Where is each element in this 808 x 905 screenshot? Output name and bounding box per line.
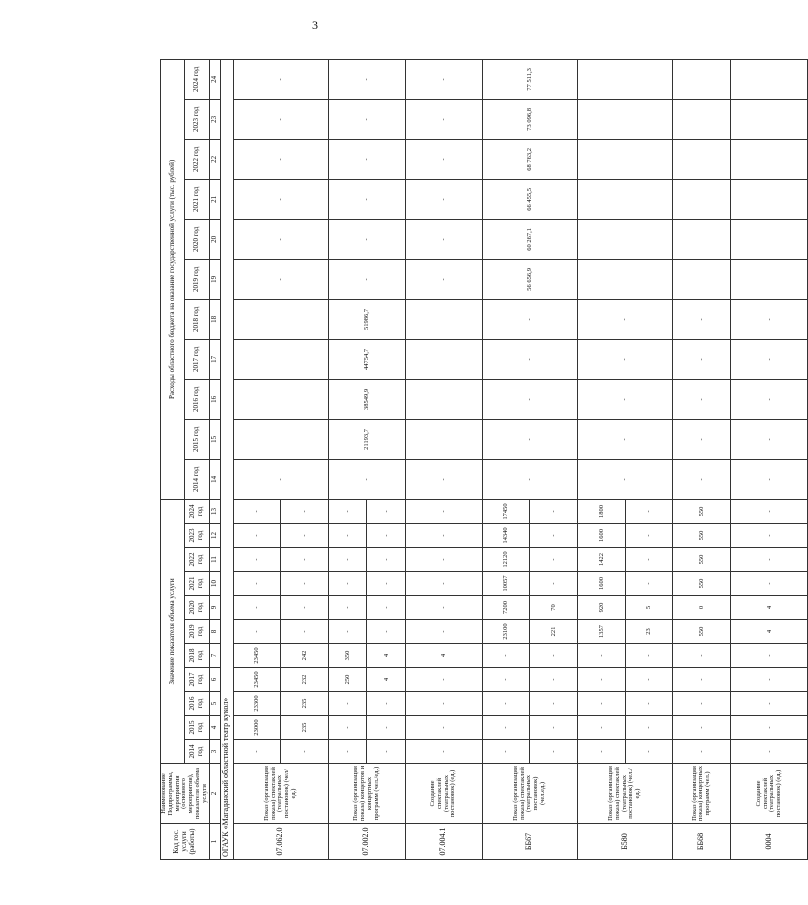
expense-cell: - [329,59,406,99]
expense-cell [673,179,731,219]
service-name: Показ (организация показа) концертных программ (чел.) [673,764,731,824]
expense-cell: - [329,259,406,299]
year-header-expense: 2022 год [185,139,210,179]
service-name: Показ (организация показа) спектаклей (театральных постановок) (чел/ед.) [233,764,328,824]
volume-cell: - [673,692,731,716]
volume-cell: - [233,596,281,620]
expense-cell: - [329,179,406,219]
volume-cell: 550 [673,548,731,572]
expense-cell: 73 096,8 [482,99,577,139]
year-header-expense: 2019 год [185,259,210,299]
expense-cell: - [673,459,731,499]
column-number: 10 [209,572,220,596]
column-number: 18 [209,299,220,339]
expense-cell: 21193,7 [329,419,406,459]
expense-cell [731,99,808,139]
volume-cell: - [731,692,808,716]
volume-cell: 4 [367,644,405,668]
volume-cell: - [731,668,808,692]
volume-cell: - [577,716,625,740]
volume-cell: 550 [673,499,731,523]
expense-cell: - [405,99,482,139]
volume-cell: - [530,692,578,716]
expense-cell: - [577,459,672,499]
volume-cell: 4 [731,620,808,644]
volume-cell: - [233,499,281,523]
volume-cell: - [367,572,405,596]
expense-cell: - [731,459,808,499]
table-row [577,59,625,859]
expense-cell: - [482,459,577,499]
header-expense: Расходы областного бюджета на оказание государственной услуги (тыс. рублей) [161,59,185,499]
service-code: ББ68 [673,824,731,860]
volume-cell: - [405,692,482,716]
volume-cell: - [329,499,367,523]
table-row [329,59,367,859]
expense-cell [577,219,672,259]
volume-cell: 23100 [482,620,530,644]
year-header-volume: 2021 год [185,572,210,596]
volume-cell: - [482,716,530,740]
volume-cell: - [731,548,808,572]
expense-cell [233,419,328,459]
volume-cell: - [281,740,329,764]
volume-cell: - [233,524,281,548]
volume-cell: 920 [577,596,625,620]
volume-cell: 242 [281,644,329,668]
volume-cell: - [405,524,482,548]
expense-cell [731,139,808,179]
volume-cell: - [731,644,808,668]
volume-cell: - [367,499,405,523]
column-number: 13 [209,499,220,523]
volume-cell: - [731,716,808,740]
expense-cell: - [482,379,577,419]
expense-cell: - [233,139,328,179]
expense-cell: 38549,9 [329,379,406,419]
expense-cell: - [482,299,577,339]
table-row [673,59,731,859]
expense-cell: - [673,419,731,459]
column-number: 23 [209,99,220,139]
volume-cell: - [405,548,482,572]
volume-cell: - [281,572,329,596]
volume-cell: 550 [673,524,731,548]
volume-cell: - [673,740,731,764]
volume-cell: - [673,668,731,692]
column-number: 19 [209,259,220,299]
expense-cell: - [731,299,808,339]
column-number: 12 [209,524,220,548]
column-number: 1 [209,824,220,860]
year-header-expense: 2016 год [185,379,210,419]
volume-cell: 4 [731,596,808,620]
expense-cell: - [673,379,731,419]
volume-cell: - [482,740,530,764]
expense-cell [233,339,328,379]
volume-cell: 10057 [482,572,530,596]
volume-cell: - [530,572,578,596]
expense-cell [577,259,672,299]
page-number: 3 [312,18,318,32]
volume-cell: - [367,548,405,572]
expense-cell: - [405,59,482,99]
service-code: 07.002.0 [329,824,406,860]
year-header-row [185,59,210,859]
year-header-volume: 2018 год [185,644,210,668]
expense-cell: - [482,339,577,379]
volume-cell: 235 [281,716,329,740]
expense-cell: - [329,459,406,499]
column-number: 17 [209,339,220,379]
expense-cell [577,179,672,219]
volume-cell: - [281,596,329,620]
expense-cell: - [731,379,808,419]
expense-cell [673,219,731,259]
expense-cell [673,59,731,99]
volume-cell: - [530,548,578,572]
expense-cell [577,99,672,139]
year-header-volume: 2019 год [185,620,210,644]
expense-cell: 68 763,2 [482,139,577,179]
volume-cell: - [530,499,578,523]
year-header-expense: 2020 год [185,219,210,259]
volume-cell: - [281,620,329,644]
volume-cell: - [530,668,578,692]
institution-name: ОГАУК «Магаданский областной театр кукол» [220,59,233,859]
rotated-table-wrapper [160,60,800,860]
volume-cell: - [233,548,281,572]
column-number: 15 [209,419,220,459]
expense-cell: - [233,179,328,219]
expense-cell: - [233,59,328,99]
expense-cell: - [233,219,328,259]
volume-cell: 14340 [482,524,530,548]
expense-cell [673,259,731,299]
volume-cell: - [530,716,578,740]
volume-cell: - [731,572,808,596]
expense-cell [731,179,808,219]
volume-cell: 70 [530,596,578,620]
expense-cell: - [233,459,328,499]
volume-cell: 0 [673,596,731,620]
expense-cell: - [233,99,328,139]
volume-cell: 550 [673,572,731,596]
expense-cell: - [405,179,482,219]
column-number: 6 [209,668,220,692]
column-number: 9 [209,596,220,620]
volume-cell: 1800 [577,499,625,523]
expense-cell: - [731,419,808,459]
volume-cell: - [625,668,673,692]
volume-cell: - [281,499,329,523]
expense-cell [405,299,482,339]
column-number: 5 [209,692,220,716]
volume-cell: - [405,572,482,596]
expense-cell: 66 455,5 [482,179,577,219]
expense-cell [673,139,731,179]
expense-cell: - [577,339,672,379]
expense-cell: - [673,339,731,379]
volume-cell: - [482,692,530,716]
year-header-expense: 2015 год [185,419,210,459]
volume-cell: - [482,668,530,692]
volume-cell: 250 [329,668,367,692]
table-row [233,59,281,859]
volume-cell: - [367,740,405,764]
expense-cell: 51986,7 [329,299,406,339]
expense-cell: - [233,259,328,299]
volume-cell: - [367,716,405,740]
volume-cell: 23 [625,620,673,644]
service-name: Показ (организация показа) спектаклей (театральных постановок) (чел./ед.) [577,764,672,824]
volume-cell: - [233,740,281,764]
services-table [160,59,808,860]
volume-cell: - [367,620,405,644]
service-code: 07.004.1 [405,824,482,860]
table-row [731,59,808,859]
volume-cell: 232 [281,668,329,692]
service-name: Показ (организация показа) спектаклей (театральных постановок) (чел.ед.) [482,764,577,824]
volume-cell: 221 [530,620,578,644]
expense-cell: 44754,7 [329,339,406,379]
volume-cell: - [625,692,673,716]
volume-cell: - [329,596,367,620]
volume-cell: 23300 [233,692,281,716]
volume-cell: - [405,596,482,620]
column-number: 7 [209,644,220,668]
volume-cell: - [329,620,367,644]
expense-cell [233,299,328,339]
volume-cell: - [530,644,578,668]
volume-cell: - [482,644,530,668]
volume-cell: - [329,740,367,764]
volume-cell: - [577,740,625,764]
volume-cell: - [577,668,625,692]
volume-cell: - [530,740,578,764]
volume-cell: - [530,524,578,548]
volume-cell: - [281,548,329,572]
volume-cell: - [625,548,673,572]
expense-cell [577,139,672,179]
expense-cell: - [329,219,406,259]
volume-cell: 1600 [577,524,625,548]
volume-cell: - [731,499,808,523]
expense-cell: 56 656,9 [482,259,577,299]
column-number: 3 [209,740,220,764]
volume-cell: 23450 [233,644,281,668]
volume-cell: - [405,499,482,523]
service-name: Создание спектаклей (театральных постановок) (ед.) [731,764,808,824]
expense-cell: - [577,379,672,419]
expense-cell [731,259,808,299]
column-number: 22 [209,139,220,179]
service-code: 0004 [731,824,808,860]
volume-cell: - [329,716,367,740]
header-name: Наименование Подпрограммы, мероприятия (основного мероприятия), показателя объема услуги [161,764,210,824]
volume-cell: - [233,572,281,596]
volume-cell: - [329,692,367,716]
service-code: ББ67 [482,824,577,860]
volume-cell: - [329,524,367,548]
volume-cell: - [405,716,482,740]
year-header-volume: 2023 год [185,524,210,548]
volume-cell: - [625,740,673,764]
volume-cell: - [405,740,482,764]
year-header-expense: 2017 год [185,339,210,379]
volume-cell: - [625,499,673,523]
year-header-volume: 2015 год [185,716,210,740]
volume-cell: - [731,740,808,764]
column-number: 4 [209,716,220,740]
volume-cell: - [673,716,731,740]
expense-cell [731,219,808,259]
year-header-volume: 2017 год [185,668,210,692]
volume-cell: 1600 [577,572,625,596]
table-row [405,59,482,859]
volume-cell: - [281,524,329,548]
volume-cell: - [367,524,405,548]
volume-cell: 1357 [577,620,625,644]
volume-cell: 4 [405,644,482,668]
column-number: 2 [209,764,220,824]
column-number: 14 [209,459,220,499]
column-number: 24 [209,59,220,99]
column-number: 21 [209,179,220,219]
header-volume: Значение показателя объема услуги [161,499,185,763]
expense-cell: 77 511,3 [482,59,577,99]
volume-cell: 12120 [482,548,530,572]
service-name: Показ (организация показа) концертов и концертных программ (чел./ед.) [329,764,406,824]
column-number: 20 [209,219,220,259]
expense-cell: - [673,299,731,339]
expense-cell [577,59,672,99]
year-header-expense: 2024 год [185,59,210,99]
volume-cell: - [329,548,367,572]
volume-cell: - [367,692,405,716]
volume-cell: 550 [673,620,731,644]
volume-cell: 23000 [233,716,281,740]
expense-cell [405,379,482,419]
volume-cell: 5 [625,596,673,620]
expense-cell: - [405,219,482,259]
header-code: Код гос. услуги (работы) [161,824,210,860]
year-header-expense: 2023 год [185,99,210,139]
volume-cell: 235 [281,692,329,716]
year-header-expense: 2021 год [185,179,210,219]
volume-cell: - [329,572,367,596]
expense-cell: - [329,99,406,139]
volume-cell: - [673,644,731,668]
service-code: 07.062.0 [233,824,328,860]
volume-cell: - [367,596,405,620]
volume-cell: - [625,572,673,596]
column-number-row [209,59,220,859]
expense-cell: - [577,299,672,339]
volume-cell: 1422 [577,548,625,572]
volume-cell: - [731,524,808,548]
expense-cell: - [482,419,577,459]
year-header-volume: 2022 год [185,548,210,572]
year-header-expense: 2018 год [185,299,210,339]
expense-cell [731,59,808,99]
year-header-volume: 2024 год [185,499,210,523]
volume-cell: 7200 [482,596,530,620]
institution-row [220,59,233,859]
year-header-volume: 2016 год [185,692,210,716]
column-number: 11 [209,548,220,572]
expense-cell: - [731,339,808,379]
expense-cell: - [405,139,482,179]
year-header-expense: 2014 год [185,459,210,499]
volume-cell: - [625,524,673,548]
volume-cell: - [625,716,673,740]
column-number: 8 [209,620,220,644]
service-name: Создание спектаклей (театральных постановок) (ед.) [405,764,482,824]
expense-cell [233,379,328,419]
year-header-volume: 2014 год [185,740,210,764]
volume-cell: - [577,692,625,716]
expense-cell: - [405,459,482,499]
volume-cell: - [405,668,482,692]
expense-cell: 60 267,1 [482,219,577,259]
year-header-volume: 2020 год [185,596,210,620]
expense-cell: - [329,139,406,179]
expense-cell: - [405,259,482,299]
expense-cell [405,419,482,459]
table-row [482,59,530,859]
volume-cell: - [625,644,673,668]
volume-cell: - [577,644,625,668]
volume-cell: 17450 [482,499,530,523]
volume-cell: 350 [329,644,367,668]
volume-cell: - [233,620,281,644]
volume-cell: 4 [367,668,405,692]
volume-cell: 23450 [233,668,281,692]
expense-cell [673,99,731,139]
service-code: Б580 [577,824,672,860]
expense-cell: - [577,419,672,459]
column-number: 16 [209,379,220,419]
expense-cell [405,339,482,379]
volume-cell: - [405,620,482,644]
